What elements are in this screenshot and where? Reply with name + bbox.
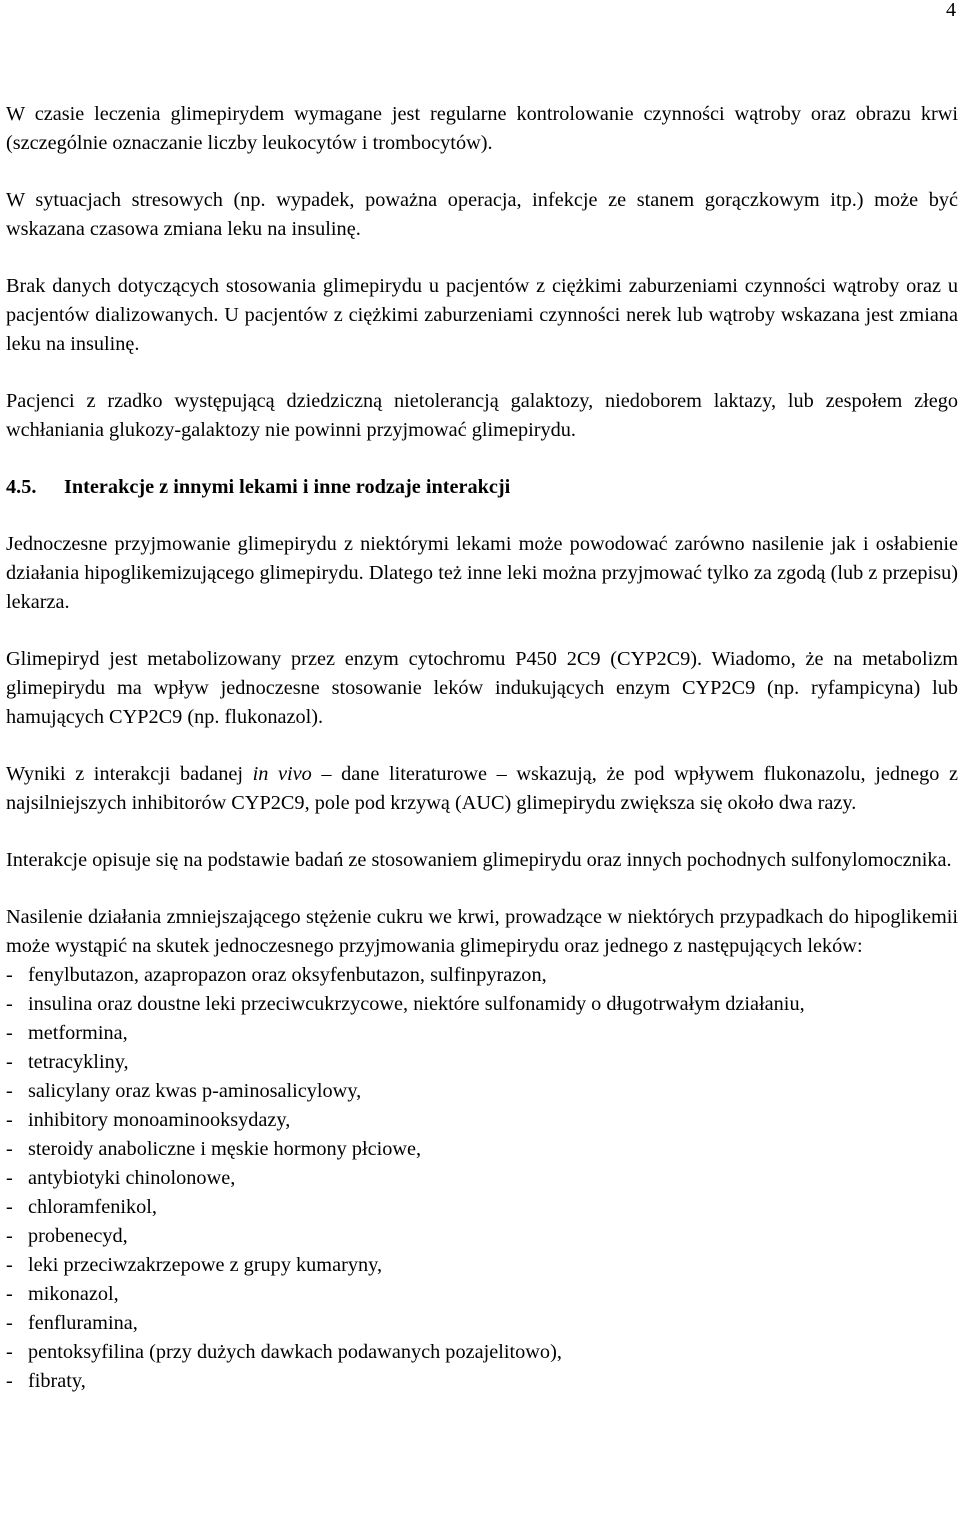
drug-name: salicylany oraz kwas p-aminosalicylowy, — [28, 1080, 362, 1102]
drug-name: inhibitory monoaminooksydazy, — [28, 1109, 291, 1131]
list-dash: - — [6, 1254, 13, 1276]
drug-list-item — [6, 1367, 958, 1396]
list-dash: - — [6, 1167, 13, 1189]
drug-list-item — [6, 990, 958, 1019]
drug-name: leki przeciwzakrzepowe z grupy kumaryny, — [28, 1254, 383, 1276]
paragraph-liver-monitoring: W czasie leczenia glimepirydem wymagane jest regularne kontrolowanie czynności wątroby oraz obrazu krwi (szczególnie oznaczanie liczby leukocytów i trombocytów). — [6, 103, 958, 154]
paragraph-hypoglycemia-increase: Nasilenie działania zmniejszającego stężenie cukru we krwi, prowadzące w niektórych przypadkach do hipoglikemii może wystąpić na skutek jednoczesnego przyjmowania glimepirydu oraz jednego z następujących leków: — [6, 906, 958, 957]
list-dash: - — [6, 1051, 13, 1073]
drug-name: pentoksyfilina (przy dużych dawkach podawanych pozajelitowo), — [28, 1341, 562, 1363]
drug-list — [6, 961, 958, 1396]
drug-name: metformina, — [28, 1022, 128, 1044]
section-number: 4.5. — [6, 476, 37, 498]
drug-list-item — [6, 961, 958, 990]
drug-list-item — [6, 1164, 958, 1193]
list-dash: - — [6, 1022, 13, 1044]
drug-list-item — [6, 1338, 958, 1367]
paragraph-stress-situations: W sytuacjach stresowych (np. wypadek, poważna operacja, infekcje ze stanem gorączkowym itp.) może być wskazana czasowa zmiana leku na insulinę. — [6, 189, 958, 240]
page-number: 4 — [946, 0, 956, 21]
drug-name: chloramfenikol, — [28, 1196, 157, 1218]
drug-name: steroidy anaboliczne i męskie hormony płciowe, — [28, 1138, 422, 1160]
list-dash: - — [6, 1196, 13, 1218]
drug-list-item — [6, 1193, 958, 1222]
drug-name: fenfluramina, — [28, 1312, 138, 1334]
drug-name: mikonazol, — [28, 1283, 119, 1305]
drug-name: probenecyd, — [28, 1225, 128, 1247]
drug-list-item — [6, 1251, 958, 1280]
list-dash: - — [6, 1283, 13, 1305]
drug-list-item — [6, 1135, 958, 1164]
drug-name: tetracykliny, — [28, 1051, 129, 1073]
list-dash: - — [6, 1138, 13, 1160]
paragraph-no-data: Brak danych dotyczących stosowania glimepirydu u pacjentów z ciężkimi zaburzeniami czynności wątroby oraz u pacjentów dializowanych. U pacjentów z ciężkimi zaburzeniami czynności nerek lub wątroby wskazana jest zmiana leku na insulinę. — [6, 275, 958, 355]
drug-list-item — [6, 1280, 958, 1309]
list-dash: - — [6, 993, 13, 1015]
list-dash: - — [6, 1225, 13, 1247]
drug-list-item — [6, 1106, 958, 1135]
in-vivo-before: Wyniki z interakcji badanej — [6, 763, 253, 785]
paragraph-concurrent-use: Jednoczesne przyjmowanie glimepirydu z niektórymi lekami może powodować zarówno nasilenie jak i osłabienie działania hipoglikemizującego glimepirydu. Dlatego też inne leki można przyjmować tylko za zgodą (lub z przepisu) lekarza. — [6, 533, 958, 613]
in-vivo-italic: in vivo — [252, 763, 312, 785]
drug-list-item — [6, 1309, 958, 1338]
document-body — [6, 100, 958, 1396]
paragraph-cyp2c9: Glimepiryd jest metabolizowany przez enzym cytochromu P450 2C9 (CYP2C9). Wiadomo, że na metabolizm glimepirydu ma wpływ jednoczesne stosowanie leków indukujących enzym CYP2C9 (np. ryfampicyna) lub hamujących CYP2C9 (np. flukonazol). — [6, 648, 958, 728]
list-dash: - — [6, 1312, 13, 1334]
drug-list-item — [6, 1077, 958, 1106]
list-dash: - — [6, 1370, 13, 1392]
paragraph-in-vivo — [6, 760, 958, 818]
list-dash: - — [6, 964, 13, 986]
paragraph-interactions-basis: Interakcje opisuje się na podstawie badań ze stosowaniem glimepirydu oraz innych pochodnych sulfonylomocznika. — [6, 849, 952, 871]
drug-name: fibraty, — [28, 1370, 86, 1392]
drug-name: insulina oraz doustne leki przeciwcukrzycowe, niektóre sulfonamidy o długotrwałym działaniu, — [28, 993, 805, 1015]
in-vivo-after: – dane literaturowe – wskazują, że pod wpływem flukonazolu, jednego z najsilniejszych inhibitorów CYP2C9, pole pod krzywą (AUC) glimepirydu zwiększa się około dwa razy. — [6, 763, 959, 814]
drug-list-item — [6, 1048, 958, 1077]
list-dash: - — [6, 1341, 13, 1363]
list-dash: - — [6, 1080, 13, 1102]
drug-list-item — [6, 1019, 958, 1048]
section-heading — [6, 473, 958, 502]
drug-name: fenylbutazon, azapropazon oraz oksyfenbutazon, sulfinpyrazon, — [28, 964, 547, 986]
list-dash: - — [6, 1109, 13, 1131]
drug-list-item — [6, 1222, 958, 1251]
drug-name: antybiotyki chinolonowe, — [28, 1167, 236, 1189]
paragraph-galactose: Pacjenci z rzadko występującą dziedziczną nietolerancją galaktozy, niedoborem laktazy, lub zespołem złego wchłaniania glukozy-galaktozy nie powinni przyjmować glimepirydu. — [6, 390, 958, 441]
section-title: Interakcje z innymi lekami i inne rodzaje interakcji — [64, 476, 511, 498]
